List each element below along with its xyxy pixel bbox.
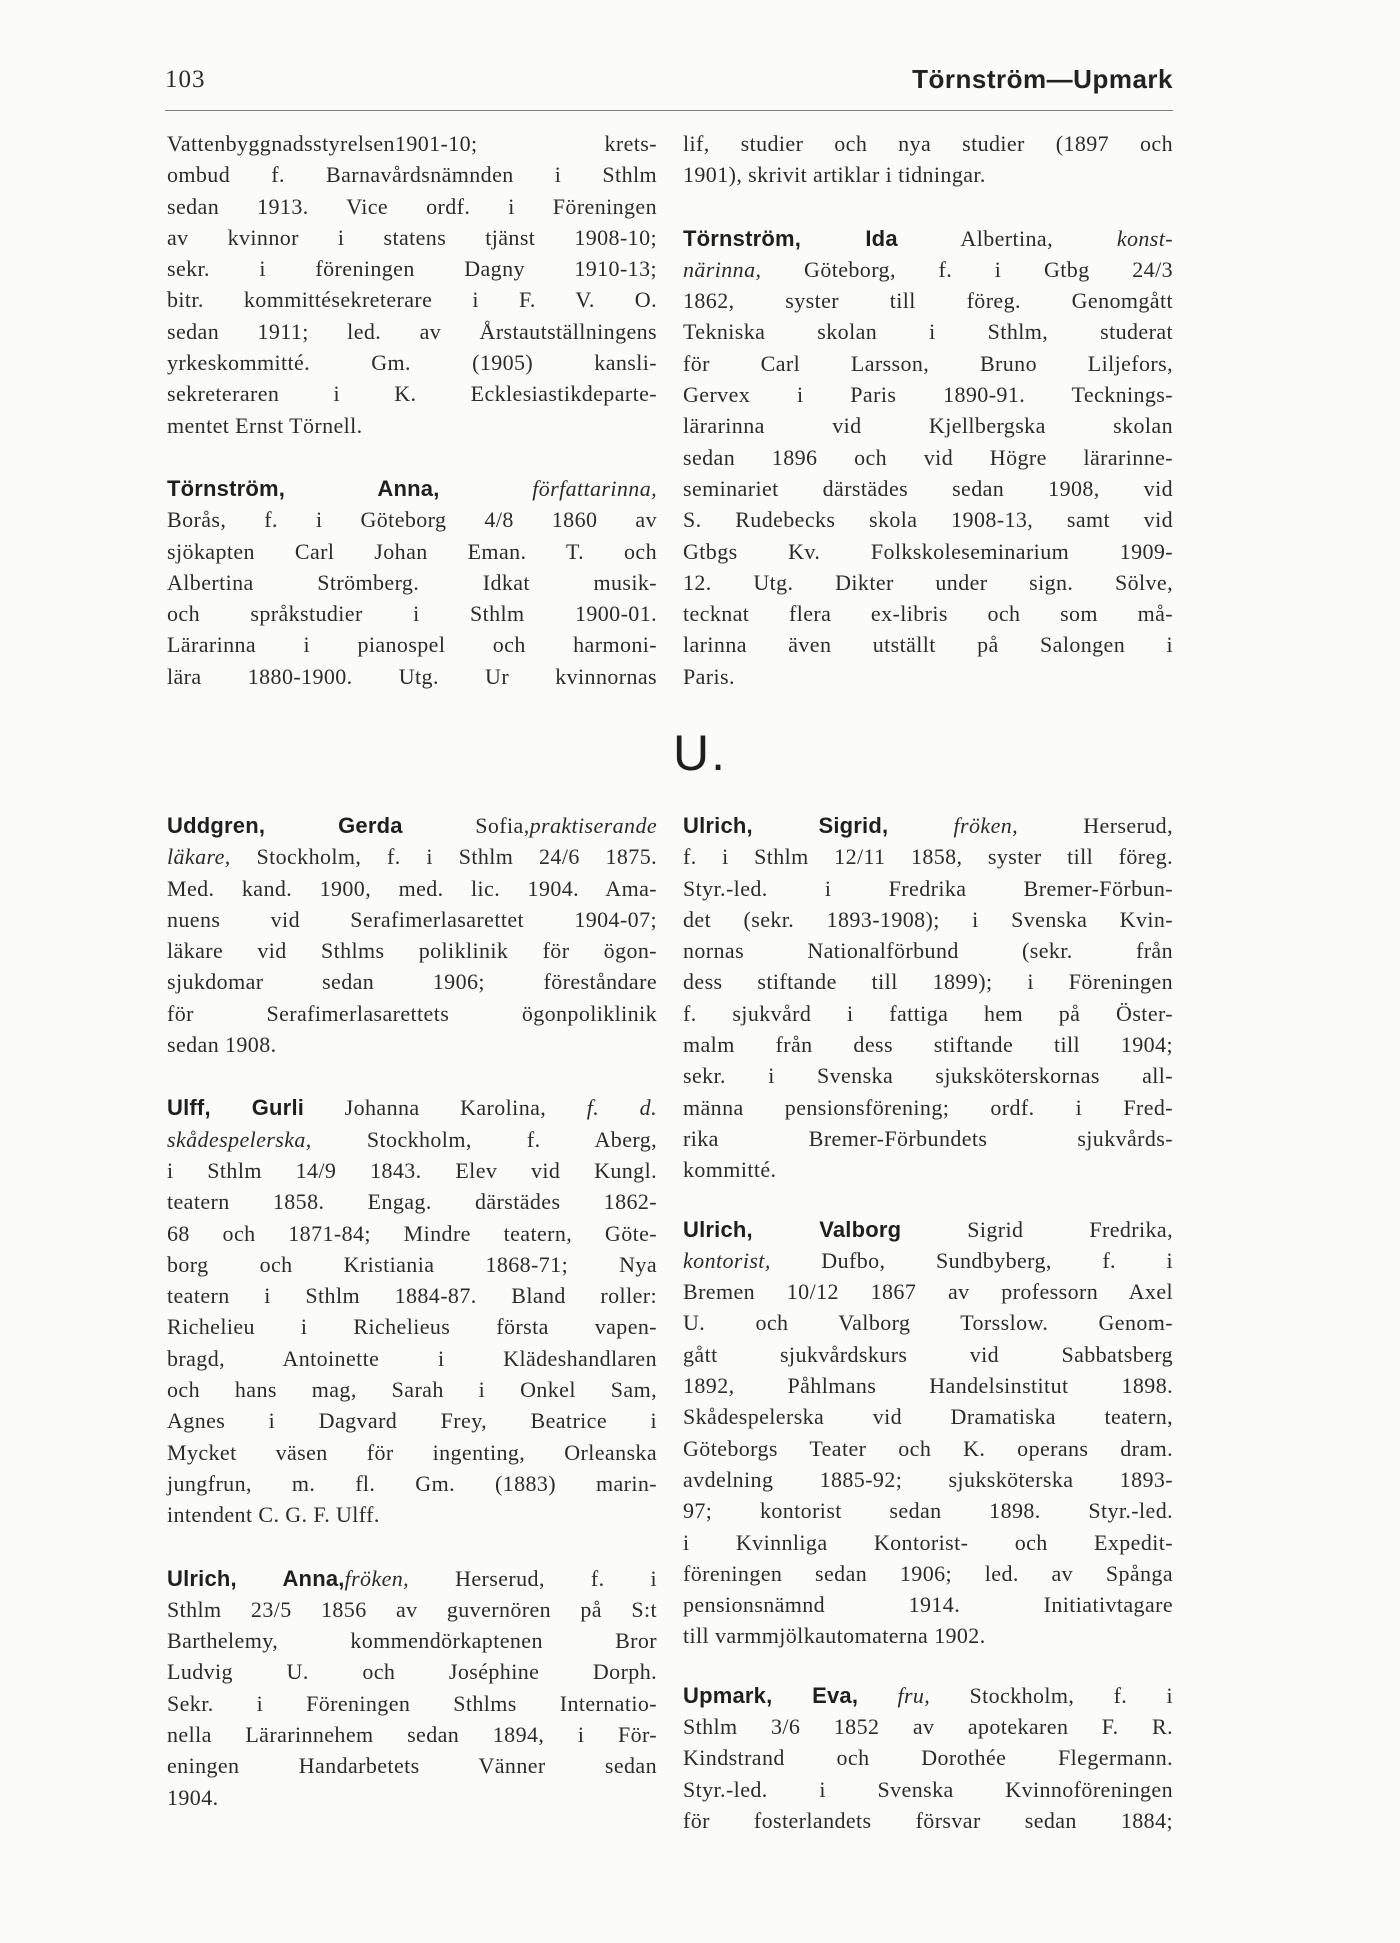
text-line: Albertina Strömberg. Idkat musik- xyxy=(167,569,657,595)
text-line: dess stiftande till 1899); i Föreningen xyxy=(683,969,1173,995)
text-line: sedan 1896 och vid Högre lärarinne- xyxy=(683,444,1173,470)
text-line: sedan 1911; led. av Årstautställningens xyxy=(167,318,657,344)
text-line: Barthelemy, kommendörkaptenen Bror xyxy=(167,1628,657,1654)
text-line: S. Rudebecks skola 1908-13, samt vid xyxy=(683,507,1173,533)
text-line: intendent C. G. F. Ulff. xyxy=(167,1502,380,1528)
text-line: Tekniska skolan i Sthlm, studerat xyxy=(683,319,1173,345)
text-line: lära 1880-1900. Utg. Ur kvinnornas xyxy=(167,663,657,689)
entry-given-names: Sigrid Fredrika, xyxy=(967,1216,1173,1242)
text-line: sekreteraren i K. Ecklesiastikdeparte- xyxy=(167,381,657,407)
text-line: läkare vid Sthlms poliklinik för ögon- xyxy=(167,938,657,964)
entry-continuation-left xyxy=(167,128,657,441)
text-line: teatern 1858. Engag. därstädes 1862- xyxy=(167,1189,657,1215)
text-segment: Stockholm, f. Aberg, xyxy=(366,1126,658,1152)
entry-headword: Uddgren, Gerda xyxy=(167,813,403,838)
text-line: Richelieu i Richelieus första vapen- xyxy=(167,1314,657,1340)
entry-occupation: kontorist, xyxy=(683,1247,771,1273)
entry-headword: Ulrich, Anna, xyxy=(167,1565,345,1591)
text-line: seminariet därstädes sedan 1908, vid xyxy=(683,475,1173,501)
text-line: i Kvinnliga Kontorist- och Expedit- xyxy=(683,1529,1173,1555)
text-line: borg och Kristiania 1868-71; Nya xyxy=(167,1251,657,1277)
entry-headword: Upmark, Eva, xyxy=(683,1682,859,1708)
text-line: gått sjukvårdskurs vid Sabbatsberg xyxy=(683,1341,1173,1367)
text-line: Mycket väsen för ingenting, Orleanska xyxy=(167,1439,657,1465)
text-line: föreningen sedan 1906; led. av Spånga xyxy=(683,1560,1173,1586)
text-segment: Herserud, xyxy=(1083,813,1173,838)
entry-occupation: fröken, xyxy=(344,1565,410,1591)
entry-ulrich-anna xyxy=(167,1563,657,1813)
text-line: männa pensionsförening; ordf. i Fred- xyxy=(683,1094,1173,1120)
left-column-top xyxy=(167,128,657,692)
text-line: Paris. xyxy=(683,663,735,689)
entry-uddgren-gerda xyxy=(167,810,657,1060)
page-number: 103 xyxy=(165,66,206,93)
entry-occupation: läkare, xyxy=(167,844,231,870)
running-head xyxy=(165,62,1173,111)
text-line: sedan 1913. Vice ordf. i Föreningen xyxy=(167,193,657,219)
entry-given-names: Albertina, xyxy=(960,225,1053,251)
text-line: Vattenbyggnadsstyrelsen1901-10; krets- xyxy=(167,131,657,156)
text-segment: Stockholm, f. i Sthlm 24/6 1875. xyxy=(256,844,657,870)
text-line: kommitté. xyxy=(683,1157,777,1183)
entry-occupation: författarinna, xyxy=(532,475,657,501)
text-line: Borås, f. i Göteborg 4/8 1860 av xyxy=(167,507,657,533)
entry-occupation: fru, xyxy=(897,1682,931,1708)
text-line: lärarinna vid Kjellbergska skolan xyxy=(683,413,1173,439)
text-line: yrkeskommitté. Gm. (1905) kansli- xyxy=(167,350,657,376)
entry-continuation-right xyxy=(683,128,1173,191)
text-line: f. sjukvård i fattiga hem på Öster- xyxy=(683,1000,1173,1026)
text-line: malm från dess stiftande till 1904; xyxy=(683,1032,1173,1058)
text-line: Gtbgs Kv. Folkskoleseminarium 1909- xyxy=(683,538,1173,564)
text-segment: Dufbo, Sundbyberg, f. i xyxy=(821,1247,1173,1273)
text-line: Kindstrand och Dorothée Flegermann. xyxy=(683,1745,1173,1771)
text-line: ombud f. Barnavårdsnämnden i Sthlm xyxy=(167,162,657,188)
text-line: och språkstudier i Sthlm 1900-01. xyxy=(167,601,657,627)
text-line: nuens vid Serafimerlasarettet 1904-07; xyxy=(167,906,657,932)
entry-headword: Ulrich, Sigrid, xyxy=(683,813,889,838)
text-line: rika Bremer-Förbundets sjukvårds- xyxy=(683,1125,1173,1151)
text-line: 12. Utg. Dikter under sign. Sölve, xyxy=(683,569,1173,595)
text-line: bragd, Antoinette i Klädeshandlaren xyxy=(167,1345,657,1371)
text-line: sekr. i föreningen Dagny 1910-13; xyxy=(167,256,657,282)
text-line: Ludvig U. och Joséphine Dorph. xyxy=(167,1659,657,1685)
text-segment: Göteborg, f. i Gtbg 24/3 xyxy=(804,256,1173,282)
text-line: Sthlm 3/6 1852 av apotekaren F. R. xyxy=(683,1714,1173,1740)
entry-given-names: Sofia, xyxy=(475,813,530,838)
text-line: Med. kand. 1900, med. lic. 1904. Ama- xyxy=(167,875,657,901)
text-line: Agnes i Dagvard Frey, Beatrice i xyxy=(167,1408,657,1434)
entry-headword: Törnström, Anna, xyxy=(167,475,440,501)
text-line: bitr. kommittésekreterare i F. V. O. xyxy=(167,287,657,313)
text-line: jungfrun, m. fl. Gm. (1883) marin- xyxy=(167,1470,657,1496)
text-line: Sthlm 23/5 1856 av guvernören på S:t xyxy=(167,1596,657,1622)
text-line: tecknat flera ex-libris och som må- xyxy=(683,601,1173,627)
running-title: Törnström—Upmark xyxy=(912,64,1173,94)
text-line: f. i Sthlm 12/11 1858, syster till föreg. xyxy=(683,844,1173,870)
entry-occupation: konst- xyxy=(1116,225,1174,251)
text-line: nella Lärarinnehem sedan 1894, i För- xyxy=(167,1722,657,1748)
text-line: Styr.-led. i Fredrika Bremer-Förbun- xyxy=(683,875,1173,901)
text-line: mentet Ernst Törnell. xyxy=(167,412,363,438)
left-column-bottom xyxy=(167,810,657,1813)
text-segment: Stockholm, f. i xyxy=(969,1682,1173,1708)
entry-occupation: närinna, xyxy=(683,256,762,282)
text-line: nornas Nationalförbund (sekr. från xyxy=(683,938,1173,964)
entry-headword: Ulff, Gurli xyxy=(167,1095,305,1121)
entry-headword: Ulrich, Valborg xyxy=(683,1216,902,1242)
entry-ulrich-sigrid xyxy=(683,810,1173,1186)
text-line: pensionsnämnd 1914. Initiativtagare xyxy=(683,1592,1173,1618)
entry-ulff-gurli xyxy=(167,1092,657,1530)
text-line: för Carl Larsson, Bruno Liljefors, xyxy=(683,350,1173,376)
entry-ulrich-valborg xyxy=(683,1214,1173,1652)
right-column-top xyxy=(683,128,1173,692)
text-line: för Serafimerlasarettets ögonpoliklinik xyxy=(167,1000,657,1026)
text-line: Sekr. i Föreningen Sthlms Internatio- xyxy=(167,1690,657,1716)
text-line: i Sthlm 14/9 1843. Elev vid Kungl. xyxy=(167,1157,657,1183)
entry-tornstrom-ida xyxy=(683,223,1173,692)
text-line: teatern i Sthlm 1884-87. Bland roller: xyxy=(167,1283,657,1309)
entry-tornstrom-anna xyxy=(167,473,657,692)
entry-upmark-eva xyxy=(683,1680,1173,1836)
text-line: eningen Handarbetets Vänner sedan xyxy=(167,1753,657,1779)
text-line: av kvinnor i statens tjänst 1908-10; xyxy=(167,224,657,250)
text-line: sekr. i Svenska sjuksköterskornas all- xyxy=(683,1063,1173,1089)
entry-note: f. d. xyxy=(586,1095,657,1121)
entry-occupation: fröken, xyxy=(953,813,1019,838)
entry-headword: Törnström, Ida xyxy=(683,225,898,251)
entry-given-names: Johanna Karolina, xyxy=(344,1095,547,1121)
text-line: sedan 1908. xyxy=(167,1032,277,1058)
text-line: U. och Valborg Torsslow. Genom- xyxy=(683,1310,1173,1336)
text-line: och hans mag, Sarah i Onkel Sam, xyxy=(167,1377,657,1403)
entry-occupation: praktiserande xyxy=(529,813,658,838)
text-line: Styr.-led. i Svenska Kvinnoföreningen xyxy=(683,1776,1173,1802)
text-line: 1862, syster till föreg. Genomgått xyxy=(683,288,1173,314)
section-letter: U. xyxy=(673,725,727,781)
text-line: lif, studier och nya studier (1897 och xyxy=(683,131,1173,156)
text-line: Skådespelerska vid Dramatiska teatern, xyxy=(683,1404,1173,1430)
text-line: Gervex i Paris 1890-91. Tecknings- xyxy=(683,382,1173,408)
text-line: sjökapten Carl Johan Eman. T. och xyxy=(167,538,657,564)
text-line: 1904. xyxy=(167,1784,219,1810)
text-line: sjukdomar sedan 1906; föreståndare xyxy=(167,969,657,995)
text-line: larinna även utställt på Salongen i xyxy=(683,632,1173,658)
right-column-bottom xyxy=(683,810,1173,1836)
text-line: det (sekr. 1893-1908); i Svenska Kvin- xyxy=(683,906,1173,932)
text-line: Bremen 10/12 1867 av professorn Axel xyxy=(683,1279,1173,1305)
text-line: Göteborgs Teater och K. operans dram. xyxy=(683,1435,1173,1461)
text-segment: Herserud, f. i xyxy=(455,1565,657,1591)
text-line: avdelning 1885-92; sjuksköterska 1893- xyxy=(683,1466,1173,1492)
entry-occupation: skådespelerska, xyxy=(167,1126,312,1152)
text-line: till varmmjölkautomaterna 1902. xyxy=(683,1623,986,1649)
text-line: Lärarinna i pianospel och harmoni- xyxy=(167,632,657,658)
text-line: för fosterlandets försvar sedan 1884; xyxy=(683,1807,1173,1833)
text-line: 68 och 1871-84; Mindre teatern, Göte- xyxy=(167,1220,657,1246)
text-line: 1892, Påhlmans Handelsinstitut 1898. xyxy=(683,1373,1173,1399)
text-line: 97; kontorist sedan 1898. Styr.-led. xyxy=(683,1498,1173,1524)
text-line: 1901), skrivit artiklar i tidningar. xyxy=(683,162,986,188)
